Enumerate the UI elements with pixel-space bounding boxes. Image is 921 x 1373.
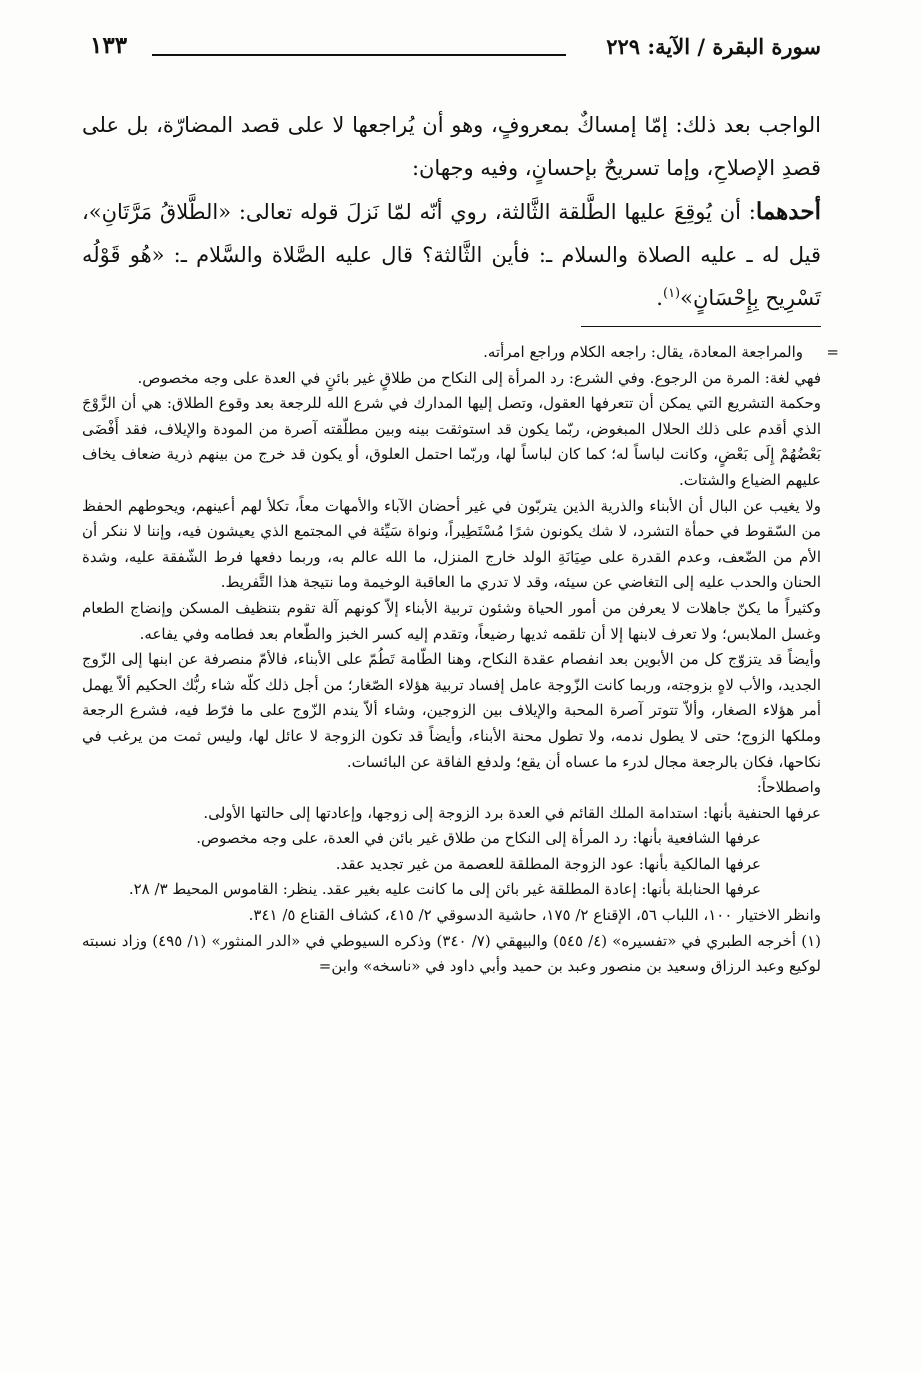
continuation-marker: = bbox=[826, 343, 839, 361]
running-title: سورة البقرة / الآية: ٢٢٩ bbox=[606, 34, 821, 59]
main-paragraph bbox=[82, 190, 821, 320]
footnote-separator bbox=[581, 326, 821, 327]
footnote-line: عرفها المالكية بأنها: عود الزوجة المطلقة للعصمة من غير تجديد عقد. bbox=[335, 854, 761, 873]
footnote-line: وأيضاً قد يتزوّج كل من الأبوين بعد انفصام عقدة النكاح، وهنا الطّامة تَطُمّ على الأبناء، فالأمّ منصرفة عن ابنها إلى الزّوج الجديد، والأب لاهٍ بزوجته، وربما كانت الزّوجة عامل إفساد تربية هؤلاء الصّغار؛ من أجل ذلك كلّه شاء ربُّك الحكيم ألاّ يهمل أمر هؤلاء الصغار، وألاّ تتوتر آصرة المحبة والإيلاف بين الزوجين، وشاء ألاّ يندم الزّوج على ما فرّط فيه، فشرع الرجعة وملكها الزوج؛ حتى لا يطول ندمه، ولا تطول محنة الأبناء، وأيضاً قد تكون الزوجة لا عائل لها، وليس ثمت من يرغب في نكاحها، فكان بالرجعة مجال لدرء ما عساه أن يقع؛ ولدفع الفاقة عن البائسات. bbox=[82, 650, 821, 771]
footnote-line: وحكمة التشريع التي يمكن أن تتعرفها العقول، وتصل إليها المدارك في شرع الله للرجعة بعد وقوع الطلاق: هي أن الزَّوْجَ الذي أقدم على ذلك الحلال المبغوض، ربّما يكون قد استوثقت بينه وبين مطلّقته آصرة من المودة والإيلاف، فقد أَفْضَى بَعْضُهُمْ إِلَى بَعْضٍ، وكانت لباساً له؛ كما كان لباساً لها، وربّما احتمل العلوق، أو يكون قد خرج من بينهم ذرية ضعاف يخاف عليهم الضياع والشتات. bbox=[82, 394, 821, 489]
footnote-line: فهي لغة: المرة من الرجوع. وفي الشرع: رد المرأة إلى النكاح من طلاقٍ غير بائنٍ في العدة على وجه مخصوص. bbox=[137, 368, 821, 387]
footnote-line: ولا يغيب عن البال أن الأبناء والذرية الذين يتربّون في غير أحضان الآباء والأمهات معاً، تكلأ لهم أعينهم، ويحوطهم الحفظ من السّقوط في حمأة التشرد، لا شك يكونون شرًا مُسْتَطِيراً، ونواة سَيِّئة في المجتمع الذي يعيشون فيه، وإننا لا ننكر أن الأم من الضّعف، وعدم القدرة على صِيَانَةِ الولد خارج المنزل، ما الله عالم به، وربما دفعها فرط الشّفقة عليه، وشدة الحنان والحدب عليه إلى التغاضي عن سيئه، وقد لا تدري ما العاقبة الوخيمة وما نتيجة هذا التَّفريط. bbox=[82, 496, 821, 592]
footnote-line: عرفها الحنفية بأنها: استدامة الملك القائم في العدة برد الزوجة إلى زوجها، وإعادتها إلى حالتها الأولى. bbox=[203, 803, 821, 822]
footnote-line: عرفها الحنابلة بأنها: إعادة المطلقة غير بائن إلى ما كانت عليه بغير عقد. ينظر: القاموس المحيط ٣/ ٢٨. bbox=[128, 880, 761, 899]
paragraph-end: . bbox=[656, 286, 663, 310]
footnote-text: والمراجعة المعادة، يقال: راجعه الكلام وراجع امرأته. bbox=[483, 343, 803, 361]
footnote-line: وكثيراً ما يكنّ جاهلات لا يعرفن من أمور الحياة وشئون تربية الأبناء إلاّ كونهم آلة تقوم بتنظيف المسكن وإنضاج الطعام وغسل الملابس؛ ولا تعرف لابنها إلا أن تلقمه ثديها رضيعاً، وتقدم إليه كسر الخبز والطّعام بعد فطامه وفي يفاعه. bbox=[82, 598, 821, 643]
header-rule bbox=[152, 54, 566, 56]
main-paragraph: الواجب بعد ذلك: إمّا إمساكٌ بمعروفٍ، وهو أن يُراجعها لا على قصد المضارّة، بل على قصدِ الإصلاحِ، وإما تسريحٌ بإحسانٍ، وفيه وجهان: bbox=[82, 113, 821, 180]
footnote-line: وانظر الاختيار ١٠٠، اللباب ٥٦، الإقناع ٢/ ١٧٥، حاشية الدسوقي ٢/ ٤١٥، كشاف القناع ٥/ ٣٤١. bbox=[248, 906, 821, 925]
footnotes bbox=[82, 340, 839, 980]
paragraph-body: : أن يُوقِعَ عليها الطَّلقة الثَّالثة، روي أنّه لمّا نَزلَ قوله تعالى: «الطَّلاقُ مَرَّتَانِ»، قيل له ـ عليه الصلاة والسلام ـ: فأين الثَّالثة؟ قال عليه الصَّلاة والسَّلام ـ: «هُو قَوْلُه تَسْرِيح بِإِحْسَانٍ» bbox=[82, 200, 821, 310]
footnote-line: عرفها الشافعية بأنها: رد المرأة إلى النكاح من طلاق غير بائن في العدة، على وجه مخصوص. bbox=[196, 829, 761, 848]
footnote-line bbox=[82, 340, 839, 366]
page-number: ١٣٣ bbox=[90, 32, 128, 59]
main-text bbox=[82, 104, 821, 320]
paragraph-lead: أحدهما bbox=[755, 198, 821, 225]
running-header bbox=[90, 30, 821, 64]
footnote-ref: (١) bbox=[662, 286, 681, 301]
footnote-line: واصطلاحاً: bbox=[756, 778, 821, 797]
footnote-line: (١) أخرجه الطبري في «تفسيره» (٤/ ٥٤٥) والبيهقي (٧/ ٣٤٠) وذكره السيوطي في «الدر المنثور» (١/ ٤٩٥) وزاد نسبته لوكيع وعبد الرزاق وسعيد بن منصور وعبد بن حميد وأبي داود في «ناسخه» وابن= bbox=[82, 931, 822, 976]
